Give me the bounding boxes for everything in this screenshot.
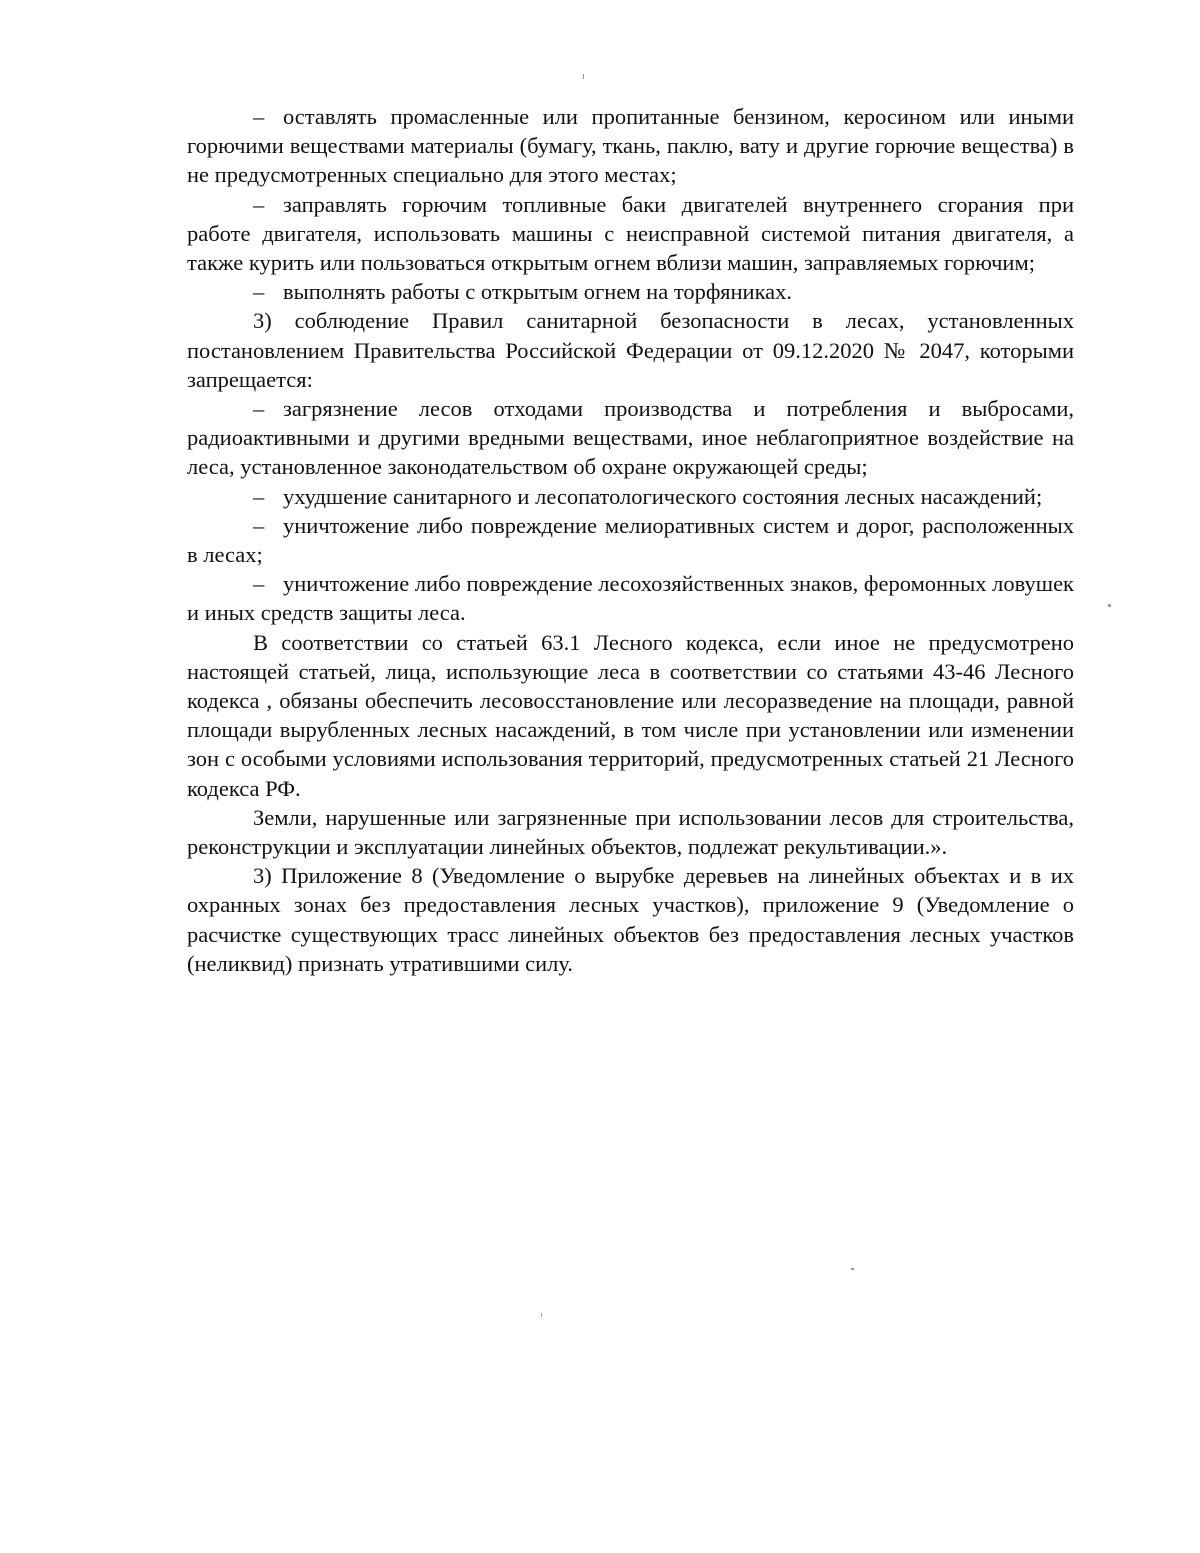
bullet-dash: –	[253, 191, 265, 217]
paragraph-text: В соответствии со статьей 63.1 Лесного кодекса, если иное не предусмотрено настоящей статьей, лица, использующие леса в соответствии со статьями 43-46 Лесного кодекса , обязаны обеспечить лесовосстановление или лесоразведение на площади, равной площади вырубленных лесных насаждений, в том числе при установлении или изменении зон с особыми условиями использования территорий, предусмотренных статьей 21 Лесного кодекса РФ.	[187, 629, 1074, 801]
bullet-dash: –	[253, 396, 265, 422]
text-paragraph	[187, 803, 1074, 861]
bullet-dash: –	[253, 483, 265, 509]
paragraph-text: 3) соблюдение Правил санитарной безопасности в лесах, установленных постановлением Правительства Российской Федерации от 09.12.2020 № 2047, которыми запрещается:	[187, 308, 1074, 392]
bullet-dash: –	[253, 104, 265, 129]
bullet-paragraph	[187, 482, 1074, 511]
bullet-dash: –	[253, 279, 265, 305]
paragraph-text: уничтожение либо повреждение мелиоративных систем и дорог, расположенных в лесах;	[187, 512, 1074, 568]
scan-speck	[851, 1268, 854, 1270]
bullet-paragraph	[187, 102, 1074, 190]
text-paragraph	[187, 628, 1074, 803]
scan-speck	[541, 1313, 542, 1317]
paragraph-text: выполнять работы с открытым огнем на торфяниках.	[283, 279, 793, 305]
document-body	[187, 102, 1074, 978]
bullet-paragraph	[187, 190, 1074, 278]
paragraph-text: уничтожение либо повреждение лесохозяйственных знаков, феромонных ловушек и иных средств защиты леса.	[187, 571, 1074, 626]
paragraph-text: Земли, нарушенные или загрязненные при использовании лесов для строительства, реконструкции и эксплуатации линейных объектов, подлежат рекультивации.».	[187, 804, 1074, 860]
bullet-dash: –	[253, 512, 265, 538]
scan-speck	[583, 74, 584, 79]
text-paragraph	[187, 306, 1074, 394]
paragraph-text: загрязнение лесов отходами производства и потребления и выбросами, радиоактивными и другими вредными веществами, иное неблагоприятное воздействие на леса, установленное законодательством об охране окружающей среды;	[187, 396, 1074, 480]
text-paragraph	[187, 861, 1074, 978]
scan-speck	[1108, 604, 1111, 607]
bullet-paragraph	[187, 569, 1074, 627]
paragraph-text: ухудшение санитарного и лесопатологического состояния лесных насаждений;	[283, 483, 1043, 509]
bullet-paragraph	[187, 277, 1074, 306]
paragraph-text: 3) Приложение 8 (Уведомление о вырубке деревьев на линейных объектах и в их охранных зонах без предоставления лесных участков), приложение 9 (Уведомление о расчистке существующих трасс линейных объектов без предоставления лесных участков (неликвид) признать утратившими силу.	[187, 863, 1074, 976]
paragraph-text: оставлять промасленные или пропитанные бензином, керосином или иными горючими веществами материалы (бумагу, ткань, паклю, вату и другие горючие вещества) в не предусмотренных специально для этого местах;	[187, 104, 1074, 188]
bullet-dash: –	[253, 571, 265, 597]
bullet-paragraph	[187, 511, 1074, 569]
bullet-paragraph	[187, 394, 1074, 482]
paragraph-text: заправлять горючим топливные баки двигателей внутреннего сгорания при работе двигателя, использовать машины с неисправной системой питания двигателя, а также курить или пользоваться открытым огнем вблизи машин, заправляемых горючим;	[187, 191, 1074, 276]
